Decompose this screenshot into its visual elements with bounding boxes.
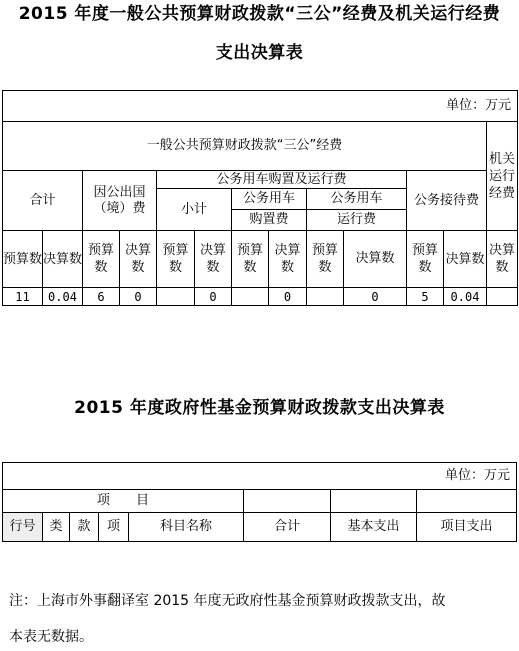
xiangmu-header: 项 目 (3, 490, 244, 513)
juesuan-header: 决算数 (120, 231, 157, 288)
gouzhi-header-top: 公务用车 (232, 189, 307, 210)
col-header-kemu: 科目名称 (129, 513, 244, 542)
table1-title-line2: 支出决算表 (215, 43, 304, 63)
yusuan-header: 预算数 (407, 231, 444, 288)
gouzhi-header-bottom: 购置费 (232, 210, 307, 231)
yusuan-header: 预算数 (83, 231, 120, 288)
table-cell: 0 (344, 288, 407, 306)
col-header-xiang: 项 (99, 513, 129, 542)
col-header-heji: 合计 (244, 513, 331, 542)
table-cell (307, 288, 344, 306)
yusuan-header: 预算数 (232, 231, 269, 288)
col-header-kuan: 款 (70, 513, 99, 542)
table-cell: 5 (407, 288, 444, 306)
yusuan-header: 预算数 (3, 231, 43, 288)
gongwu-group-header: 公务用车购置及运行费 (157, 171, 407, 189)
jiedai-header: 公务接待费 (407, 171, 487, 231)
table-cell: 0 (269, 288, 307, 306)
juesuan-header: 决算数 (487, 231, 518, 288)
table-cell: 0.04 (43, 288, 83, 306)
fund-budget-table (2, 462, 517, 542)
empty-header-cell (331, 490, 417, 513)
yunxing-header-top: 公务用车 (307, 189, 407, 210)
table-cell: 0 (120, 288, 157, 306)
jiguan-header: 机关运行经费 (487, 122, 518, 231)
yusuan-header: 预算数 (307, 231, 344, 288)
table-cell: 11 (3, 288, 43, 306)
table1-title-line1: 2015 年度一般公共预算财政拨款“三公”经费及机关运行经费 (18, 4, 501, 24)
yingong-header: 因公出国（境）费 (83, 171, 157, 231)
unit-label: 单位：万元 (3, 91, 518, 122)
unit-label: 单位：万元 (3, 463, 517, 490)
table-cell (487, 288, 518, 306)
table-cell: 0.04 (444, 288, 487, 306)
empty-header-cell (417, 490, 517, 513)
yusuan-header: 预算数 (157, 231, 195, 288)
empty-header-cell (244, 490, 331, 513)
col-header-lei: 类 (43, 513, 70, 542)
note-line1: 注：上海市外事翻译室 2015 年度无政府性基金预算财政拨款支出，故 (9, 593, 446, 609)
table-cell (157, 288, 195, 306)
table-row (3, 288, 518, 306)
table-cell: 6 (83, 288, 120, 306)
xiaoji-header: 小计 (157, 189, 232, 231)
juesuan-header: 决算数 (195, 231, 232, 288)
juesuan-header: 决算数 (43, 231, 83, 288)
note-line2: 本表无数据。 (9, 629, 93, 645)
sangong-expense-table (2, 90, 518, 306)
col-header-jiben: 基本支出 (331, 513, 417, 542)
table-cell: 0 (195, 288, 232, 306)
juesuan-header: 决算数 (444, 231, 487, 288)
col-header-xiangmu: 项目支出 (417, 513, 517, 542)
sangong-group-header: 一般公共预算财政拨款“三公”经费 (3, 122, 487, 171)
yunxing-header-bottom: 运行费 (307, 210, 407, 231)
heji-header: 合计 (3, 171, 83, 231)
juesuan-header: 决算数 (269, 231, 307, 288)
juesuan-header: 决算数 (344, 231, 407, 288)
table-cell (232, 288, 269, 306)
col-header-hanghao: 行号 (3, 513, 43, 542)
table2-title: 2015 年度政府性基金预算财政拨款支出决算表 (74, 398, 445, 418)
